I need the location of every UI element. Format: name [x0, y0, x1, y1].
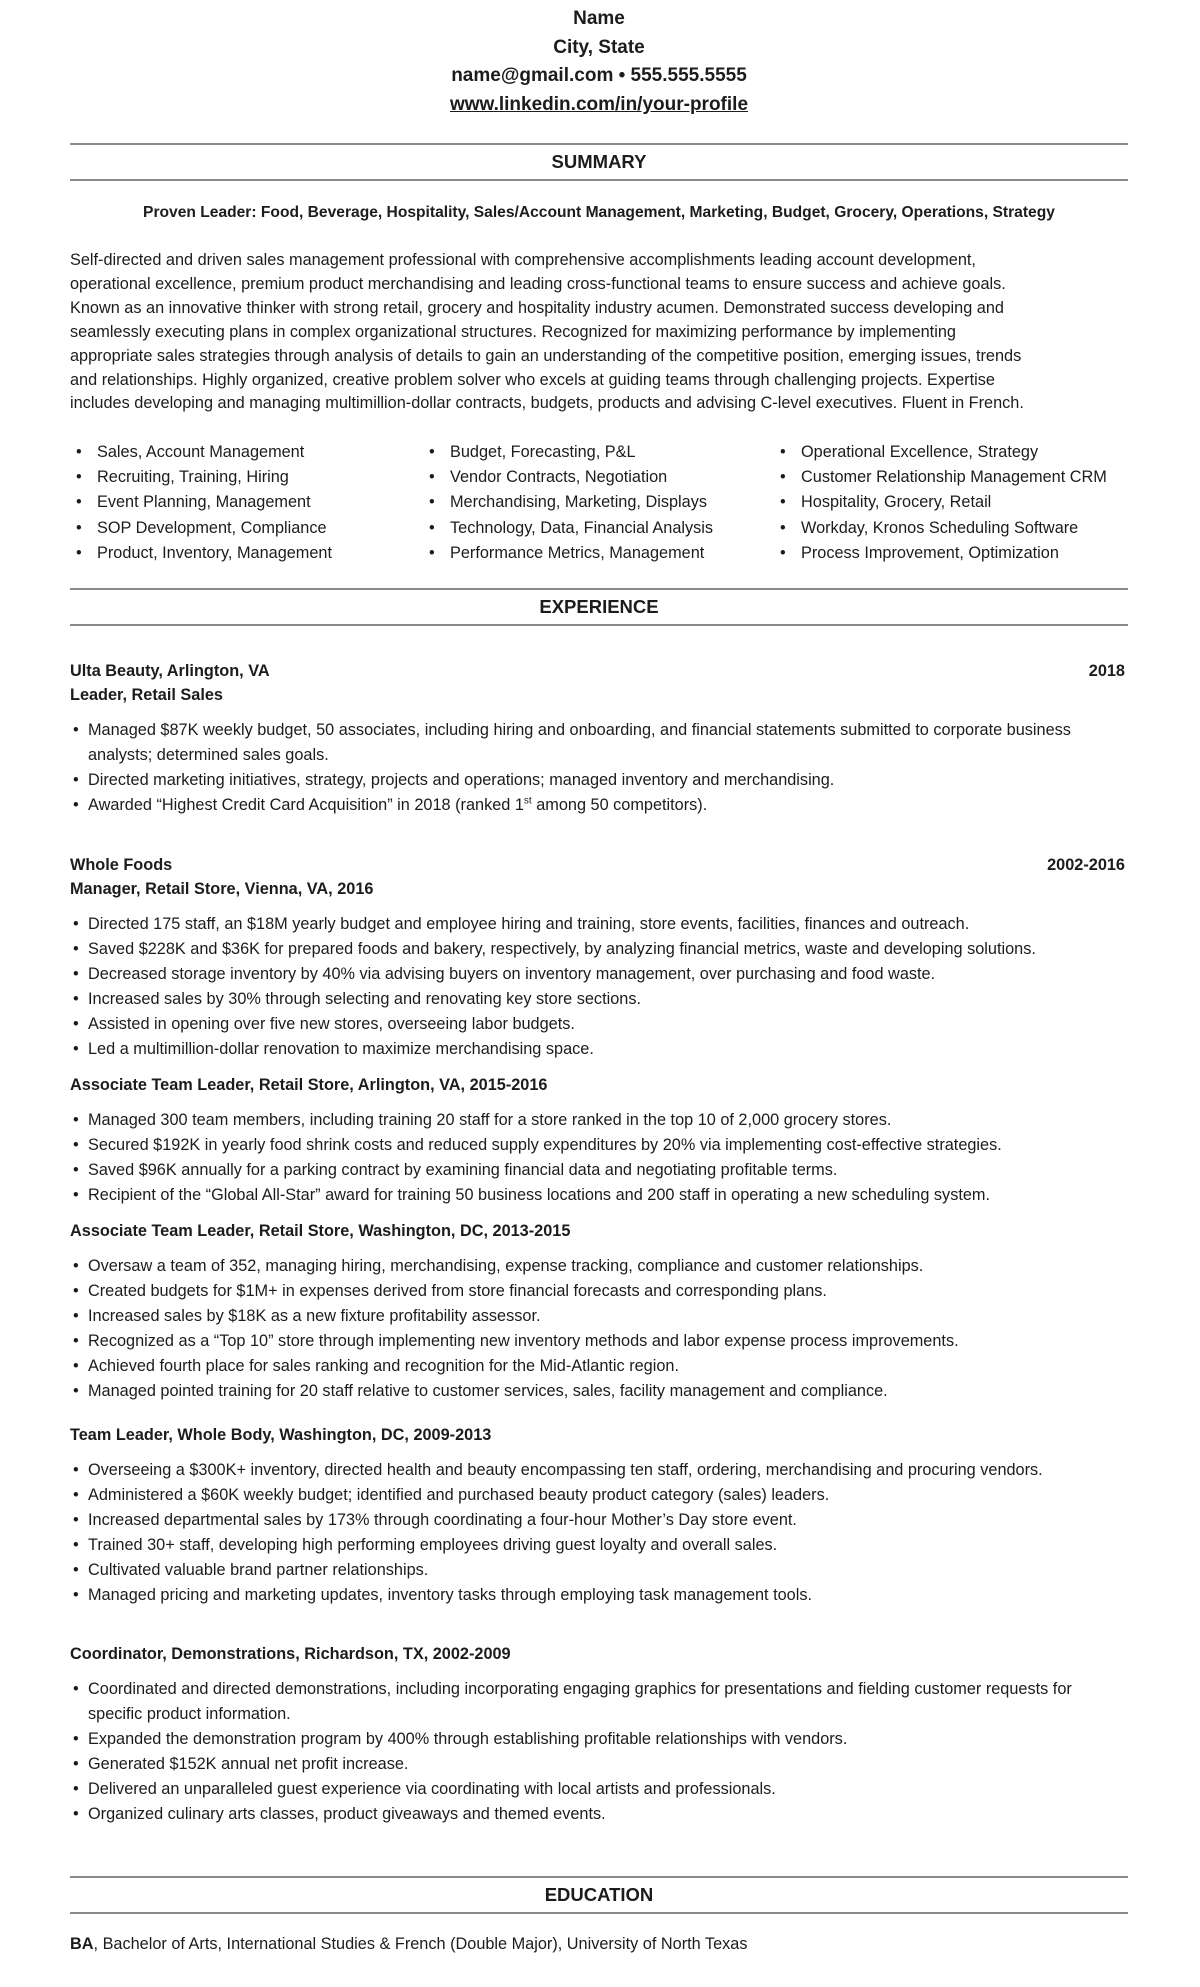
summary-line: Known as an innovative thinker with strong retail, grocery and hospitality industry acumen. Demonstrated success developing and	[70, 298, 1004, 317]
bullet-item: • Recognized as a “Top 10” store through implementing new inventory methods and labor expense process improvements.	[70, 1329, 1115, 1354]
bullet-item: • Increased sales by 30% through selecting and renovating key store sections.	[70, 987, 1115, 1012]
summary-heading: SUMMARY	[70, 143, 1128, 181]
degree: BA	[70, 1935, 94, 1953]
bullet-item: • Cultivated valuable brand partner relationships.	[70, 1558, 1115, 1583]
job-ulta	[70, 659, 1128, 818]
bullet-item: • Coordinated and directed demonstrations, including incorporating engaging graphics for presentations and fielding customer requests for specific product information.	[70, 1677, 1115, 1727]
summary-line: includes developing and managing multimillion-dollar contracts, budgets, products and advising C-level executives. Fluent in French.	[70, 394, 1024, 413]
summary-line: Self-directed and driven sales management professional with comprehensive accomplishments leading account development,	[70, 251, 976, 269]
bullet-list	[70, 1677, 1115, 1827]
bullet-item: • Assisted in opening over five new stores, overseeing labor budgets.	[70, 1012, 1115, 1037]
bullet-list	[70, 718, 1115, 818]
summary-paragraph	[70, 249, 1128, 416]
skill-item: • Technology, Data, Financial Analysis	[423, 516, 774, 541]
education-heading: EDUCATION	[70, 1876, 1128, 1914]
bullet-item: • Organized culinary arts classes, product giveaways and themed events.	[70, 1802, 1115, 1827]
bullet-item: • Awarded “Highest Credit Card Acquisition” in 2018 (ranked 1st among 50 competitors).	[70, 793, 1115, 818]
bullet-item: • Delivered an unparalleled guest experience via coordinating with local artists and professionals.	[70, 1777, 1115, 1802]
summary-line: appropriate sales strategies through analysis of details to gain an understanding of the competitive position, emerging issues, trends	[70, 346, 1022, 365]
education-entry	[70, 1932, 1128, 1957]
summary-line: operational excellence, premium product merchandising and leading cross-functional teams to ensure success and achieve goals.	[70, 274, 1006, 293]
bullet-list	[70, 912, 1115, 1062]
bullet-item: • Secured $192K in yearly food shrink costs and reduced supply expenditures by 20% via implementing cost-effective strategies.	[70, 1133, 1115, 1158]
bullet-item: • Overseeing a $300K+ inventory, directed health and beauty encompassing ten staff, ordering, merchandising and procuring vendors.	[70, 1458, 1115, 1483]
bullet-item: • Managed $87K weekly budget, 50 associates, including hiring and onboarding, and financial statements submitted to corporate business analysts; determined sales goals.	[70, 718, 1115, 768]
candidate-location: City, State	[553, 36, 645, 58]
job-team-leader	[70, 1423, 1128, 1608]
skill-item: • Product, Inventory, Management	[70, 541, 423, 566]
bullet-item: • Managed pricing and marketing updates, inventory tasks through employing task management tools.	[70, 1583, 1115, 1608]
summary-headline: Proven Leader: Food, Beverage, Hospitality, Sales/Account Management, Marketing, Budget, Grocery, Operations, Strategy	[143, 204, 1055, 221]
skills-column	[774, 440, 1128, 566]
skills-list	[70, 440, 1128, 566]
bullet-item: • Achieved fourth place for sales ranking and recognition for the Mid-Atlantic region.	[70, 1354, 1115, 1379]
bullet-item: • Created budgets for $1M+ in expenses derived from store financial forecasts and corresponding plans.	[70, 1279, 1115, 1304]
bullet-item: • Directed marketing initiatives, strategy, projects and operations; managed inventory and merchandising.	[70, 768, 1115, 793]
bullet-item: • Increased sales by $18K as a new fixture profitability assessor.	[70, 1304, 1115, 1329]
skill-item: • Sales, Account Management	[70, 440, 423, 465]
bullet-list	[70, 1108, 1115, 1208]
bullet-list	[70, 1458, 1115, 1608]
summary-line: seamlessly executing plans in complex organizational structures. Recognized for maximizing performance by implementing	[70, 322, 956, 341]
resume-header	[70, 5, 1128, 120]
skill-item: • Process Improvement, Optimization	[774, 541, 1128, 566]
experience-heading: EXPERIENCE	[70, 588, 1128, 626]
skills-column	[70, 440, 423, 566]
skill-item: • Event Planning, Management	[70, 490, 423, 515]
job-years: 2018	[1088, 662, 1125, 680]
candidate-name: Name	[573, 8, 625, 29]
bullet-item: • Recipient of the “Global All-Star” award for training 50 business locations and 200 staff in operating a new scheduling system.	[70, 1183, 1115, 1208]
degree-details: , Bachelor of Arts, International Studies & French (Double Major), University of North Texas	[93, 1935, 748, 1953]
bullet-item: • Managed 300 team members, including training 20 staff for a store ranked in the top 10 of 2,000 grocery stores.	[70, 1108, 1115, 1133]
bullet-item: • Directed 175 staff, an $18M yearly budget and employee hiring and training, store events, facilities, finances and outreach.	[70, 912, 1115, 937]
job-role: Associate Team Leader, Retail Store, Washington, DC, 2013-2015	[70, 1222, 571, 1240]
skill-item: • Performance Metrics, Management	[423, 541, 774, 566]
job-coordinator	[70, 1642, 1128, 1827]
linkedin-link[interactable]: www.linkedin.com/in/your-profile	[449, 94, 749, 116]
skill-item: • Budget, Forecasting, P&L	[423, 440, 774, 465]
bullet-item: • Generated $152K annual net profit increase.	[70, 1752, 1115, 1777]
job-role: Associate Team Leader, Retail Store, Arlington, VA, 2015-2016	[70, 1076, 548, 1094]
job-associate-team-leader-washington	[70, 1219, 1128, 1404]
skill-item: • Customer Relationship Management CRM	[774, 465, 1128, 490]
skill-item: • Operational Excellence, Strategy	[774, 440, 1128, 465]
job-role: Leader, Retail Sales	[70, 686, 223, 704]
company: Whole Foods	[70, 856, 173, 874]
job-role: Team Leader, Whole Body, Washington, DC, 2009-2013	[70, 1426, 492, 1444]
skill-item: • Merchandising, Marketing, Displays	[423, 490, 774, 515]
bullet-item: • Expanded the demonstration program by 400% through establishing profitable relationships with vendors.	[70, 1727, 1115, 1752]
bullet-item: • Increased departmental sales by 173% through coordinating a four-hour Mother’s Day store event.	[70, 1508, 1115, 1533]
skill-item: • Vendor Contracts, Negotiation	[423, 465, 774, 490]
skill-item: • Recruiting, Training, Hiring	[70, 465, 423, 490]
job-role: Coordinator, Demonstrations, Richardson, TX, 2002-2009	[70, 1645, 511, 1663]
candidate-contact: name@gmail.com • 555.555.5555	[451, 65, 747, 87]
bullet-item: • Oversaw a team of 352, managing hiring, merchandising, expense tracking, compliance and customer relationships.	[70, 1254, 1115, 1279]
bullet-item: • Saved $228K and $36K for prepared foods and bakery, respectively, by analyzing financial metrics, waste and developing solutions.	[70, 937, 1115, 962]
bullet-item: • Led a multimillion-dollar renovation to maximize merchandising space.	[70, 1037, 1115, 1062]
job-years: 2002-2016	[1047, 856, 1125, 874]
job-whole-foods	[70, 853, 1128, 1062]
bullet-item: • Administered a $60K weekly budget; identified and purchased beauty product category (sales) leaders.	[70, 1483, 1115, 1508]
company: Ulta Beauty, Arlington, VA	[70, 662, 270, 680]
skill-item: • Workday, Kronos Scheduling Software	[774, 516, 1128, 541]
skill-item: • Hospitality, Grocery, Retail	[774, 490, 1128, 515]
bullet-item: • Trained 30+ staff, developing high performing employees driving guest loyalty and overall sales.	[70, 1533, 1115, 1558]
bullet-item: • Managed pointed training for 20 staff relative to customer services, sales, facility management and compliance.	[70, 1379, 1115, 1404]
skill-item: • SOP Development, Compliance	[70, 516, 423, 541]
bullet-item: • Saved $96K annually for a parking contract by examining financial data and negotiating profitable terms.	[70, 1158, 1115, 1183]
bullet-item: • Decreased storage inventory by 40% via advising buyers on inventory management, over purchasing and food waste.	[70, 962, 1115, 987]
job-associate-team-leader-arlington	[70, 1073, 1128, 1208]
bullet-list	[70, 1254, 1115, 1404]
job-role: Manager, Retail Store, Vienna, VA, 2016	[70, 880, 374, 898]
skills-column	[423, 440, 774, 566]
summary-line: and relationships. Highly organized, creative problem solver who excels at guiding teams through challenging projects. Expertise	[70, 370, 995, 389]
